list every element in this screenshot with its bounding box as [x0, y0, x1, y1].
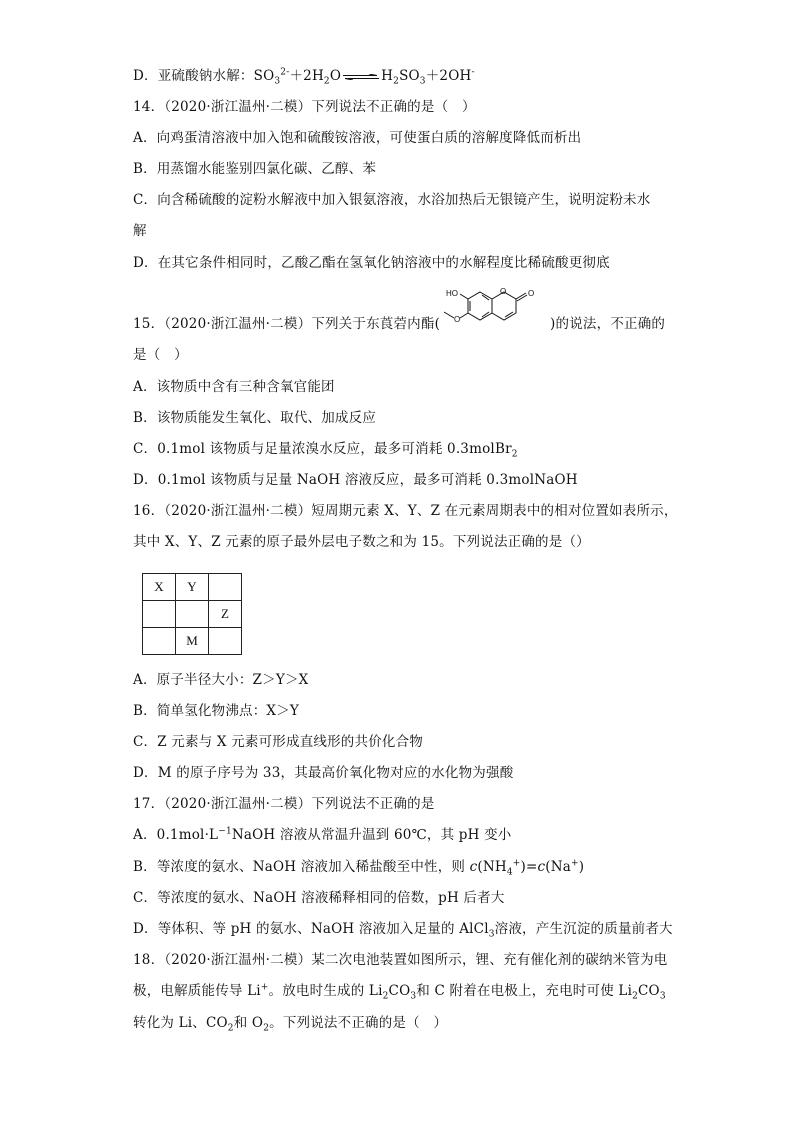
- q16-stem-cont: 其中 X、Y、Z 元素的原子最外层电子数之和为 15。下列说法正确的是（）: [133, 534, 590, 550]
- q14-option-c: C．向含稀硫酸的淀粉水解液中加入银氨溶液，水浴加热后无银镜产生，说明淀粉未水: [133, 192, 651, 208]
- q17-option-d: D．等体积、等 pH 的氨水、NaOH 溶液加入足量的 AlCl$_3$溶液，产生沉淀的质量前者大: [133, 921, 673, 940]
- scopoletin-structure: [432, 286, 542, 334]
- q14-option-c-cont: 解: [133, 223, 147, 239]
- q18-stem: 18．（2020·浙江温州·二模）某二次电池装置如图所示，锂、充有催化剂的碳纳米管为电: [133, 952, 668, 968]
- table-cell: Z: [209, 601, 242, 628]
- table-row: [143, 601, 242, 628]
- table-cell: [209, 628, 242, 655]
- table-cell: [143, 628, 176, 655]
- q18-stem-cont-2: 转化为 Li、$CO_2$和 $O_2$。下列说法不正确的是（ ）: [133, 1015, 448, 1034]
- table-cell: [209, 574, 242, 601]
- table-cell: M: [176, 628, 209, 655]
- q17-option-c: C．等浓度的氨水、NaOH 溶液稀释相同的倍数，pH 后者大: [133, 890, 505, 906]
- mol-label-ring-o: O: [500, 287, 507, 296]
- q15-option-a: A．该物质中含有三种含氧官能团: [133, 379, 335, 395]
- q17-option-a: A．$0.1mol\cdot L^{-1}NaOH$ 溶液从常温升温到 60℃，其 pH 变小: [133, 826, 512, 843]
- q13-option-d: D．亚硫酸钠水解：$SO_3^{2-}+2H_2O$ $H_2SO_3+2OH^-$: [133, 67, 475, 87]
- mol-label-methoxy-o: O: [454, 315, 461, 324]
- q15-option-d: D．0.1mol 该物质与足量 NaOH 溶液反应，最多可消耗 0.3molNaOH: [133, 472, 578, 488]
- q15-option-c: C．0.1mol 该物质与足量浓溴水反应，最多可消耗 0.3molBr$_2$: [133, 441, 518, 460]
- table-cell: X: [143, 574, 176, 601]
- periodic-position-table: [142, 573, 242, 655]
- table-row: [143, 628, 242, 655]
- q15-option-b: B．该物质能发生氧化、取代、加成反应: [133, 410, 377, 426]
- q14-option-b: B．用蒸馏水能鉴别四氯化碳、乙醇、苯: [133, 161, 377, 177]
- q16-option-c: C．Z 元素与 X 元素可形成直线形的共价化合物: [133, 734, 423, 750]
- q14-stem: 14．（2020·浙江温州·二模）下列说法不正确的是（ ）: [133, 99, 476, 115]
- q16-stem: 16．（2020·浙江温州·二模）短周期元素 X、Y、Z 在元素周期表中的相对位置如表所示，: [133, 503, 678, 519]
- q17-option-b: B．等浓度的氨水、NaOH 溶液加入稀盐酸至中性，则 $c(NH_4^+)=c(Na^+)$: [133, 858, 585, 878]
- table-cell: Y: [176, 574, 209, 601]
- q16-option-d: D．M 的原子序号为 33，其最高价氧化物对应的水化物为强酸: [133, 765, 514, 781]
- q17-stem: 17．（2020·浙江温州·二模）下列说法不正确的是: [133, 796, 435, 812]
- q16-option-b: B．简单氢化物沸点：X＞Y: [133, 703, 300, 719]
- equilibrium-arrow-icon: [343, 74, 379, 80]
- table-cell: [176, 601, 209, 628]
- q14-option-a: A．向鸡蛋清溶液中加入饱和硫酸铵溶液，可使蛋白质的溶解度降低而析出: [133, 130, 582, 146]
- table-cell: [143, 601, 176, 628]
- table-row: [143, 574, 242, 601]
- q15-stem: 15．（2020·浙江温州·二模）下列关于东莨菪内酯( )的说法，不正确的: [133, 316, 666, 332]
- mol-label-carbonyl-o: O: [528, 289, 535, 298]
- q16-option-a: A．原子半径大小：Z＞Y＞X: [133, 672, 309, 688]
- q14-option-d: D．在其它条件相同时，乙酸乙酯在氢氧化钠溶液中的水解程度比稀硫酸更彻底: [133, 255, 610, 271]
- mol-label-ho: HO: [446, 289, 458, 298]
- q18-stem-cont: 极，电解质能传导 Li+。放电时生成的 $Li_2CO_3$和 C 附着在电极上，充电时可使 $Li_2CO_3$: [133, 982, 666, 1002]
- q15-stem-cont: 是（ ）: [133, 347, 188, 363]
